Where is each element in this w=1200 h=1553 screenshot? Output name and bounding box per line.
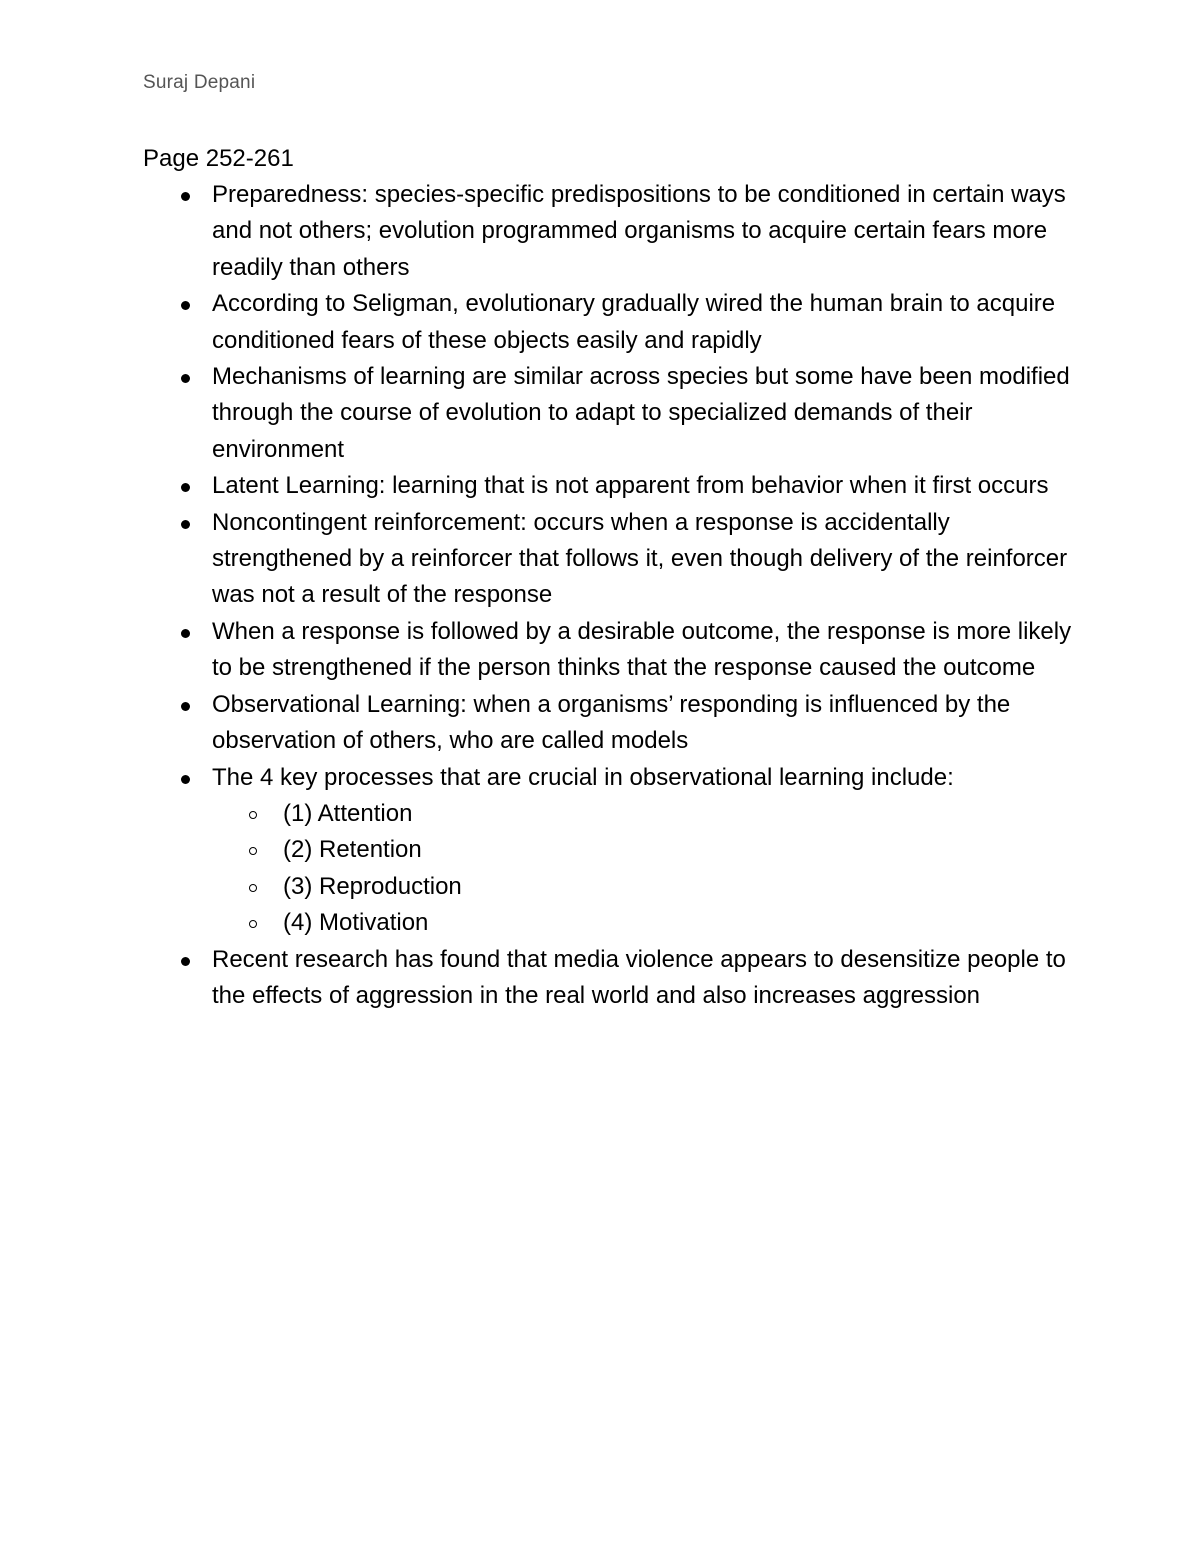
list-item-text: Latent Learning: learning that is not apparent from behavior when it first occurs — [212, 472, 1049, 500]
list-item-text: Preparedness: species-specific predispositions to be conditioned in certain ways and not others; evolution programmed organisms to acquire certain fears more readily than others — [212, 181, 1066, 281]
list-item-text: Recent research has found that media violence appears to desensitize people to the effects of aggression in the real world and also increases aggression — [212, 945, 1066, 1009]
sub-list-item-text: (3) Reproduction — [283, 872, 462, 900]
hollow-circle-icon — [249, 920, 257, 928]
bullet-icon — [181, 374, 190, 383]
sub-list-item-text: (1) Attention — [283, 799, 413, 827]
list-item — [143, 286, 1083, 359]
bullet-icon — [181, 702, 190, 711]
list-item — [143, 177, 1083, 286]
hollow-circle-icon — [249, 811, 257, 819]
list-item — [143, 505, 1083, 614]
list-item-text: Noncontingent reinforcement: occurs when a response is accidentally strengthened by a reinforcer that follows it, even though delivery of the reinforcer was not a result of the response — [212, 508, 1068, 609]
author-name: Suraj Depani — [143, 72, 256, 93]
page-title: Page 252-261 — [143, 145, 294, 172]
sub-list-item-text: (4) Motivation — [283, 909, 429, 937]
sub-list-item — [212, 869, 1083, 905]
bullet-icon — [181, 957, 190, 966]
sub-list-item-text: (2) Retention — [283, 836, 422, 864]
bullet-icon — [181, 775, 190, 784]
sub-list-item — [212, 832, 1083, 868]
list-item — [143, 614, 1083, 687]
list-item — [143, 359, 1083, 468]
notes-content — [143, 141, 1083, 1014]
bullet-icon — [181, 192, 190, 201]
list-item-text: When a response is followed by a desirable outcome, the response is more likely to be strengthened if the person thinks that the response caused the outcome — [212, 617, 1072, 682]
sub-bullet-list — [212, 796, 1083, 942]
list-item — [143, 468, 1083, 504]
bullet-icon — [181, 301, 190, 310]
list-item-text: The 4 key processes that are crucial in observational learning include: — [212, 763, 954, 791]
hollow-circle-icon — [249, 847, 257, 855]
bullet-icon — [181, 483, 190, 492]
hollow-circle-icon — [249, 884, 257, 892]
list-item — [143, 687, 1083, 760]
bullet-icon — [181, 520, 190, 529]
bullet-list — [143, 177, 1083, 1014]
list-item-text: Mechanisms of learning are similar across species but some have been modified through the course of evolution to adapt to specialized demands of their environment — [212, 363, 1070, 463]
list-item — [143, 942, 1083, 1015]
list-item-text: Observational Learning: when a organisms’ responding is influenced by the observation of others, who are called models — [212, 690, 1011, 755]
list-item-text: According to Seligman, evolutionary gradually wired the human brain to acquire conditioned fears of these objects easily and rapidly — [212, 290, 1056, 354]
list-item — [143, 760, 1083, 942]
bullet-icon — [181, 629, 190, 638]
sub-list-item — [212, 905, 1083, 941]
sub-list-item — [212, 796, 1083, 832]
